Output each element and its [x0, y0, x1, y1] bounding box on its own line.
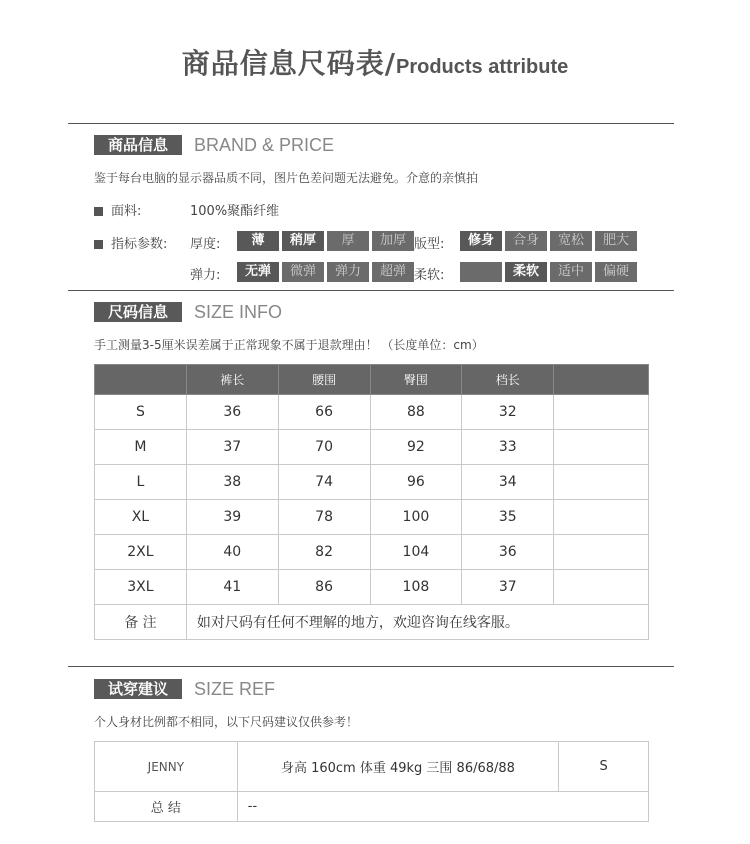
fit-label: 版型:: [414, 237, 445, 252]
size-label-cell: M: [95, 430, 187, 465]
option-chip: 偏硬: [595, 262, 637, 282]
option-chip: 合身: [505, 231, 547, 251]
ref-table: [94, 741, 649, 822]
size-label-cell: XL: [95, 500, 187, 535]
brand-note: 鉴于每台电脑的显示器品质不同，图片色差问题无法避免。介意的亲慎拍: [94, 171, 479, 185]
option-chip: 适中: [550, 262, 592, 282]
thickness-label: 厚度:: [190, 237, 221, 252]
size-column-header: 臀围: [370, 365, 462, 395]
size-value-cell: 34: [462, 465, 554, 500]
size-value-cell: 37: [186, 430, 278, 465]
option-chip: 超弹: [372, 262, 414, 282]
size-value-cell: 100: [370, 500, 462, 535]
ref-section-header: [94, 679, 275, 699]
ref-stats: 身高 160cm 体重 49kg 三围 86/68/88: [237, 742, 558, 792]
size-label-cell: S: [95, 395, 187, 430]
page-title: [0, 42, 750, 82]
ref-header-cn: 试穿建议: [94, 679, 182, 699]
size-value-cell: 104: [370, 535, 462, 570]
title-cn: 商品信息尺码表/: [181, 47, 396, 80]
size-value-cell: [554, 535, 649, 570]
size-row: [95, 465, 649, 500]
option-chip: [460, 262, 502, 282]
size-value-cell: 74: [278, 465, 370, 500]
option-chip: 微弹: [282, 262, 324, 282]
size-row: [95, 430, 649, 465]
ref-row: [95, 742, 649, 792]
brand-header-cn: 商品信息: [94, 135, 182, 155]
fabric-label-row: [94, 200, 141, 219]
size-value-cell: [554, 465, 649, 500]
size-value-cell: 86: [278, 570, 370, 605]
brand-section-header: [94, 135, 334, 155]
size-value-cell: 96: [370, 465, 462, 500]
fabric-value: 100%聚酯纤维: [190, 204, 280, 219]
ref-summary-row: [95, 792, 649, 822]
size-value-cell: 33: [462, 430, 554, 465]
bullet-square-icon: [94, 207, 103, 216]
size-value-cell: 108: [370, 570, 462, 605]
ref-model: JENNY: [95, 742, 238, 792]
size-value-cell: [554, 430, 649, 465]
size-remark-row: [95, 605, 649, 640]
option-chip: 修身: [460, 231, 502, 251]
size-row: [95, 395, 649, 430]
size-value-cell: 37: [462, 570, 554, 605]
size-value-cell: 36: [462, 535, 554, 570]
size-row: [95, 535, 649, 570]
softness-label: 柔软:: [414, 268, 445, 283]
size-section-header: [94, 302, 282, 322]
divider: [68, 666, 674, 667]
size-column-header: 档长: [462, 365, 554, 395]
option-chip: 无弹: [237, 262, 279, 282]
bullet-square-icon: [94, 240, 103, 249]
params-label: 指标参数:: [111, 237, 168, 252]
size-value-cell: 35: [462, 500, 554, 535]
params-label-row: [94, 233, 167, 252]
size-column-header: [95, 365, 187, 395]
size-value-cell: 66: [278, 395, 370, 430]
size-label-cell: L: [95, 465, 187, 500]
fabric-label: 面料:: [111, 204, 142, 219]
ref-summary-value: --: [237, 792, 648, 822]
size-value-cell: 41: [186, 570, 278, 605]
option-chip: 厚: [327, 231, 369, 251]
size-value-cell: 40: [186, 535, 278, 570]
divider: [68, 123, 674, 124]
option-chip: 肥大: [595, 231, 637, 251]
ref-note: 个人身材比例都不相同，以下尺码建议仅供参考！: [94, 715, 359, 729]
option-chip: 柔软: [505, 262, 547, 282]
size-label-cell: 3XL: [95, 570, 187, 605]
size-value-cell: 38: [186, 465, 278, 500]
option-chip: 宽松: [550, 231, 592, 251]
size-column-header: 腰围: [278, 365, 370, 395]
divider: [68, 290, 674, 291]
size-header-en: SIZE INFO: [194, 301, 283, 322]
option-chip: 薄: [237, 231, 279, 251]
ref-header-en: SIZE REF: [194, 678, 276, 699]
option-chip: 稍厚: [282, 231, 324, 251]
size-header-cn: 尺码信息: [94, 302, 182, 322]
size-value-cell: [554, 395, 649, 430]
stretch-label: 弹力:: [190, 268, 221, 283]
size-value-cell: 70: [278, 430, 370, 465]
size-table-header: [95, 365, 649, 395]
remark-text: 如对尺码有任何不理解的地方，欢迎咨询在线客服。: [186, 605, 648, 640]
size-value-cell: 78: [278, 500, 370, 535]
size-column-header: 裤长: [186, 365, 278, 395]
size-value-cell: 92: [370, 430, 462, 465]
title-en: Products attribute: [395, 56, 569, 78]
size-note: 手工测量3-5厘米误差属于正常现象不属于退款理由！ （长度单位：cm）: [94, 338, 484, 352]
ref-summary-label: 总 结: [95, 792, 238, 822]
size-label-cell: 2XL: [95, 535, 187, 570]
size-value-cell: 36: [186, 395, 278, 430]
remark-label: 备 注: [95, 605, 187, 640]
size-value-cell: 39: [186, 500, 278, 535]
size-value-cell: 88: [370, 395, 462, 430]
size-row: [95, 500, 649, 535]
brand-header-en: BRAND & PRICE: [194, 134, 335, 155]
size-value-cell: 82: [278, 535, 370, 570]
size-value-cell: 32: [462, 395, 554, 430]
size-row: [95, 570, 649, 605]
ref-size: S: [559, 742, 649, 792]
size-value-cell: [554, 500, 649, 535]
option-chip: 加厚: [372, 231, 414, 251]
size-column-header: [554, 365, 649, 395]
size-value-cell: [554, 570, 649, 605]
size-table: [94, 364, 649, 640]
option-chip: 弹力: [327, 262, 369, 282]
